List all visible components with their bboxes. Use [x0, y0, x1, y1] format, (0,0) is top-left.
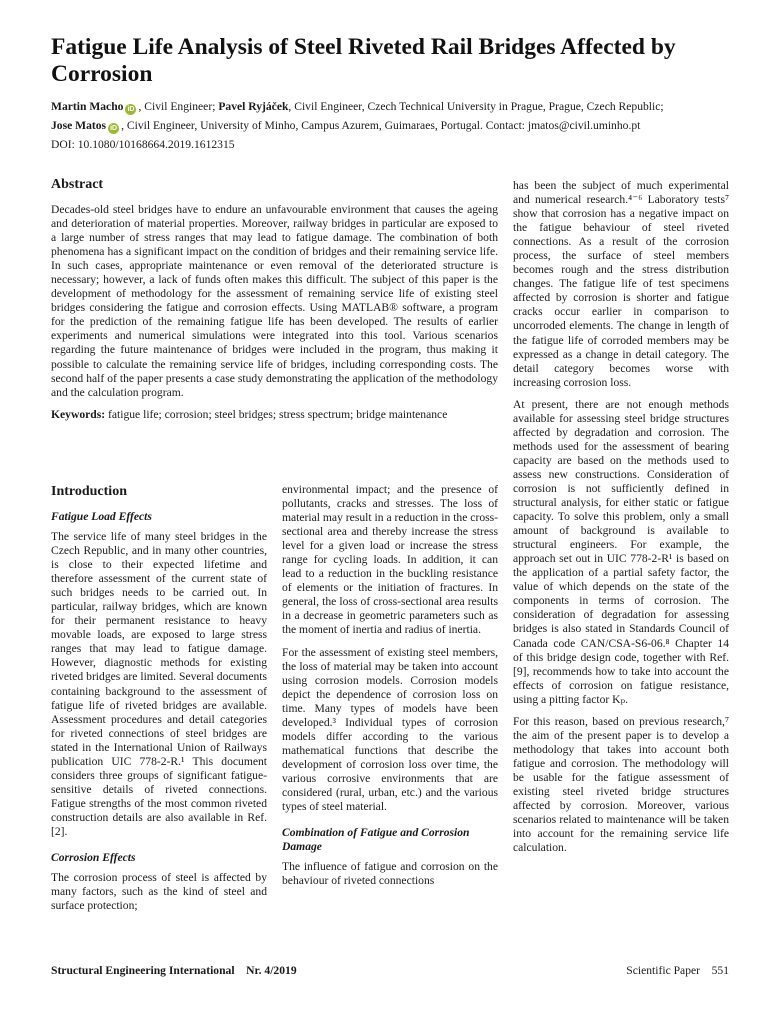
introduction-heading: Introduction	[51, 484, 127, 499]
abstract-heading: Abstract	[51, 177, 104, 192]
page-number: Scientific Paper 551	[626, 964, 729, 977]
right-paragraph-3: For this reason, based on previous research,⁷ the aim of the present paper is to develop a methodology that takes into account both fatigue and corrosion. The methodology will be usable for the fatigue assessment of existing steel riveted bridge structures affected by corrosion. Moreover, various scenarios related to maintenance will be taken into account for the remaining service life calculation.	[513, 714, 729, 855]
author-affiliation-ryjacek: , Civil Engineer, Czech Technical University in Prague, Prague, Czech Republic;	[288, 100, 664, 113]
paper-title: Fatigue Life Analysis of Steel Riveted Rail Bridges Affected by Corrosion	[51, 34, 676, 87]
abstract-section	[51, 176, 498, 422]
middle-paragraph-2: For the assessment of existing steel members, the loss of material may be taken into account using corrosion models. Corrosion models depict the dependence of corrosion loss on time. Many types of models have been developed.³ Individual types of corrosion models differ according to the various mathematical functions that describe the development of corrosion loss over time, the various corrosive environments that are considered (rural, urban, etc.) and the various types of steel material.	[282, 645, 498, 814]
author-line-1	[51, 97, 751, 116]
keywords	[51, 408, 498, 422]
middle-paragraph-3: The influence of fatigue and corrosion on the behaviour of riveted connections	[282, 860, 498, 888]
author-line-2	[51, 116, 751, 135]
author-block	[51, 97, 751, 154]
abstract-text: Decades-old steel bridges have to endure an unfavourable environment that causes the ageing and deterioration of material properties. Moreover, railway bridges in particular are exposed to a large number of stress ranges that may lead to fatigue damage. The combination of both phenomena has a significant impact on the condition of bridges and their remaining service life. In such cases, appropriate maintenance or even removal of the deteriorated structure is necessary; however, a lack of funds often makes this difficult. The subject of this paper is the development of methodology for the assessment of remaining service life of existing steel bridges considering the fatigue and corrosion effects. Using MATLAB® software, a program for the prediction of the remaining fatigue life has been developed. The results of earlier experiments and numerical simulations were integrated into this tool. Various scenarios regarding the future maintenance of bridges were included in the program, thus making it possible to calculate the remaining service life of bridges, including corresponding costs. The second half of the paper presents a case study demonstrating the application of the methodology and the calculation program.	[51, 203, 498, 399]
right-paragraph-1: has been the subject of much experimental and numerical research.⁴⁻⁶ Laboratory tests⁷ show that corrosion has a negative impact on the fatigue behaviour of steel riveted connections. As a result of the corrosion process, the surface of steel members becomes rough and the stress distribution changes. The fatigue life of test specimens affected by corrosion is shorter and fatigue cracks occur earlier in comparison to uncorroded elements. The change in length of the fatigue life of corroded members may be expressed as a change in detail category. The detail category becomes worse with increasing corrosion loss.	[513, 179, 729, 389]
combination-heading: Combination of Fatigue and Corrosion Damage	[282, 826, 470, 854]
middle-column	[282, 483, 498, 888]
orcid-icon[interactable]: iD	[110, 125, 118, 132]
right-paragraph-2: At present, there are not enough methods available for assessing steel bridge structures affected by degradation and corrosion. The methods used for the assessment of bearing capacity are based on the methods used to assess new constructions. Consideration of corrosion is not sufficiently defined in structural analysis, for either static or fatigue capacity. To solve this problem, only a small amount of background is available to structural engineers. For example, the approach set out in UIC 778-2-R¹ is based on the application of a partial safety factor, the value of which depends on the state of the components in terms of corrosion. The consideration of degradation for assessing bridges is also stated in Standards Council of Canada code CAN/CSA-S6-06.⁸ Chapter 14 of this bridge design code, together with Ref. [9], recommends how to take into account the effects of corrosion on fatigue resistance, using a pitting factor Kₚ.	[513, 397, 729, 706]
middle-paragraph-1: environmental impact; and the presence of pollutants, cracks and stresses. The loss of material may result in a reduction in the cross-sectional area and thereby increase the stress level for a given load or increase the stress range for cycling loads. In addition, it can lead to a reduction in the buckling resistance of elements or the initiation of fractures. In general, the loss of cross-sectional area results in a decrease in geometric parameters such as the moment of inertia and radius of inertia.	[282, 483, 498, 637]
keywords-label: Keywords:	[51, 407, 106, 421]
orcid-icon[interactable]: iD	[127, 106, 135, 113]
author-affiliation-macho: , Civil Engineer;	[138, 100, 219, 113]
keywords-list: fatigue life; corrosion; steel bridges; stress spectrum; bridge maintenance	[105, 407, 448, 421]
fatigue-load-effects-heading: Fatigue Load Effects	[51, 510, 152, 523]
intro-column	[51, 483, 267, 913]
corrosion-effects-heading: Corrosion Effects	[51, 851, 136, 865]
right-column	[513, 179, 729, 855]
author-name-macho: Martin Macho	[51, 100, 124, 113]
author-name-matos: Jose Matos	[51, 119, 107, 132]
author-affiliation-matos: , Civil Engineer, University of Minho, Campus Azurem, Guimaraes, Portugal. Contact: jmatos@civil.uminho.pt	[121, 119, 641, 132]
doi-line[interactable]: DOI: 10.1080/10168664.2019.1612315	[51, 138, 235, 151]
intro-paragraph-2: The corrosion process of steel is affected by many factors, such as the kind of steel and surface protection;	[51, 871, 267, 913]
journal-name: Structural Engineering International Nr. 4/2019	[51, 964, 297, 977]
intro-paragraph-1: The service life of many steel bridges in the Czech Republic, and in many other countries, is close to their expected lifetime and therefore assessment of the current state of such bridges needs to be carried out. In particular, railway bridges, which are known for their permanent resistance to heavy movable loads, are exposed to large stress ranges that may lead to fatigue damage. However, diagnostic methods for existing riveted bridges are limited. Several documents containing background to the assessment of fatigue life of riveted bridges are available. Assessment procedures and detail categories for riveted connections of steel bridges are stated in the International Union of Railways publication UIC 778-2-R.¹ This document considers three groups of significant fatigue-sensitive details of riveted connections. Fatigue strengths of the most common riveted construction details are also available in Ref. [2].	[51, 530, 267, 838]
author-name-ryjacek: Pavel Ryjáček	[218, 100, 289, 113]
